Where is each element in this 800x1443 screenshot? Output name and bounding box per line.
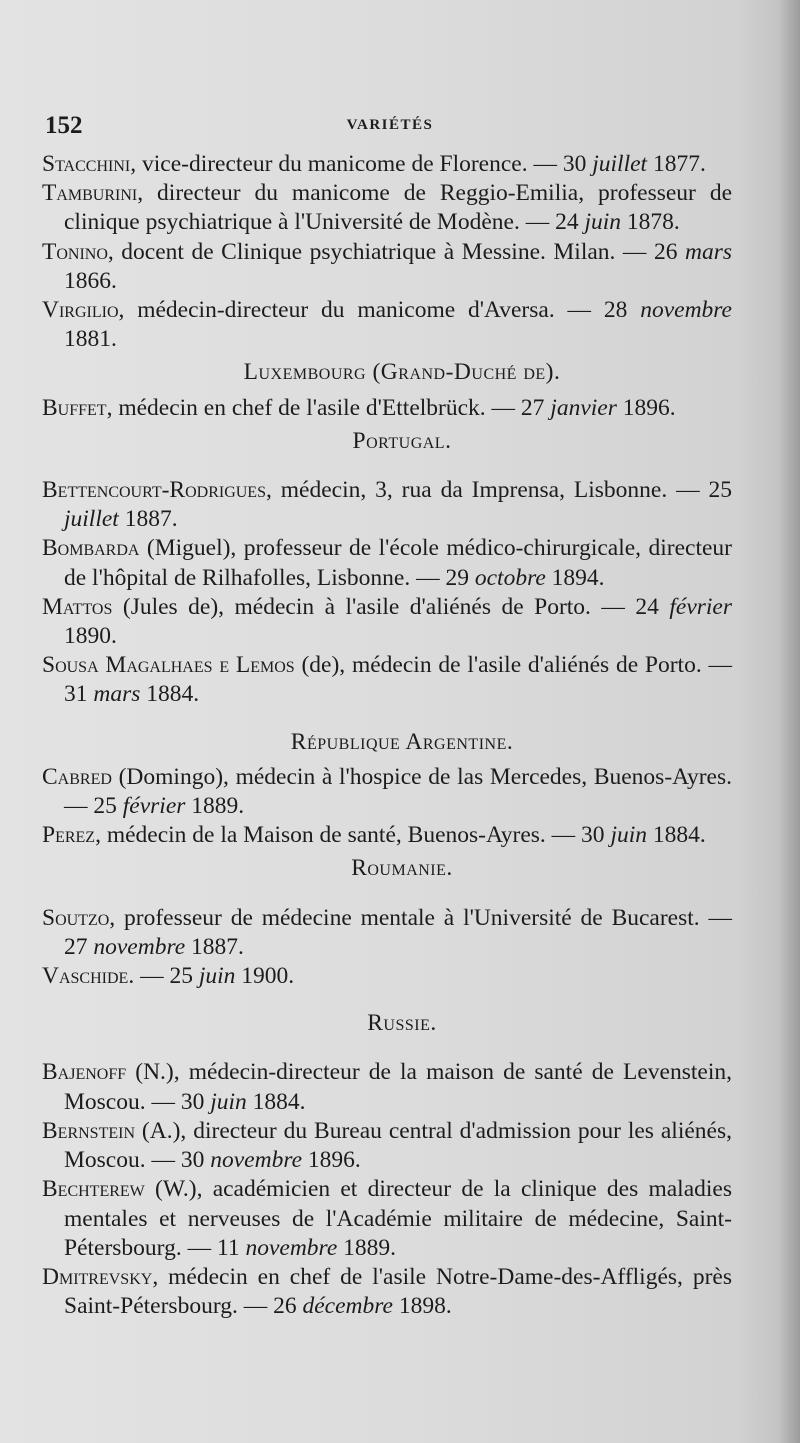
section-title-portugal: Portugal. (352, 427, 452, 454)
entry-month: novembre (93, 933, 186, 960)
spacer (42, 462, 732, 476)
spacer (42, 1044, 732, 1058)
entry-name: Bechterew (42, 1176, 145, 1203)
entry-text: , vice-directeur du manicome de Florence. — 30 (130, 151, 593, 177)
entry-name: Bernstein (42, 1117, 136, 1144)
entry-month: novembre (640, 297, 732, 324)
entry-year: 1884. (140, 681, 200, 708)
entry (42, 150, 732, 179)
entry-name: Tonino (42, 238, 108, 265)
entry-year: 1898. (392, 1293, 452, 1320)
entry-month: juillet (64, 506, 119, 533)
page-spine-shadow (778, 0, 800, 1443)
entry (42, 238, 732, 296)
entry (42, 296, 732, 354)
entry-month: janvier (550, 394, 617, 421)
entry-year: 1878. (621, 209, 680, 236)
entry-text: (Miguel), professeur de l'école médico-chirurgicale, directeur de l'hôpital de Rilhafolles, Lisbonne. — 29 (64, 535, 732, 591)
entry-month: juin (610, 822, 647, 849)
entry-year: 1900. (235, 963, 295, 990)
entry-year: 1877. (647, 151, 706, 177)
entry-text: . — 25 (128, 963, 199, 990)
entry-text: , médecin en chef de l'asile Notre-Dame-des-Affligés, près Saint-Pétersbourg. — 26 (64, 1263, 732, 1320)
entry-text: (Jules de), médecin à l'asile d'aliénés de Porto. — 24 (112, 593, 670, 620)
entry (42, 394, 732, 423)
entry-month: mars (93, 681, 141, 708)
entry-month: novembre (210, 1147, 303, 1174)
entry-text: (N.), médecin-directeur de la maison de santé de Levenstein, Moscou. — 30 (64, 1059, 732, 1115)
entry (42, 1117, 732, 1175)
entry-text: , professeur de médecine mentale à l'Université de Bucarest. — 27 (64, 904, 732, 960)
entry-year: 1866. (64, 267, 117, 294)
entry-year: 1881. (64, 326, 117, 353)
spacer (42, 991, 732, 1005)
entry-text: , médecin en chef de l'asile d'Ettelbrück. — 27 (106, 394, 551, 421)
entry (42, 1175, 732, 1263)
entry-name: Stacchini (42, 151, 131, 177)
entry-month: mars (684, 238, 732, 265)
entry-name: Tamburini (42, 180, 138, 207)
entry-name: Cabred (42, 763, 112, 790)
spacer (42, 710, 732, 724)
entry-year: 1884. (246, 1088, 306, 1115)
entry (42, 593, 732, 651)
entry-month: novembre (245, 1234, 338, 1261)
entry-month: juin (584, 209, 622, 236)
entry (42, 534, 732, 592)
entry-year: 1890. (64, 623, 117, 650)
entry (42, 821, 732, 850)
entry (42, 651, 732, 709)
page-number: 152 (45, 112, 83, 139)
entry-name: Buffet (42, 394, 107, 421)
entry (42, 904, 732, 962)
entry-month: juin (198, 963, 236, 990)
entry-month: octobre (474, 564, 546, 591)
entry-month: juin (210, 1088, 247, 1115)
entry-text: (A.), directeur du Bureau central d'admission pour les aliénés, Moscou. — 30 (64, 1117, 732, 1174)
entry-text: (de), médecin de l'asile d'aliénés de Porto. — 31 (64, 652, 732, 708)
entry-name: Mattos (42, 593, 113, 620)
entry (42, 962, 732, 991)
entry-name: Bettencourt-Rodrigues (42, 477, 266, 504)
entry-text: (Domingo), médecin à l'hospice de las Mercedes, Buenos-Ayres. — 25 (64, 763, 732, 820)
entry-text: , docent de Clinique psychiatrique à Messine. Milan. — 26 (107, 238, 685, 265)
entry-name: Perez (42, 822, 96, 849)
page-header (45, 112, 735, 146)
entry-name: Virgilio (42, 297, 119, 324)
section-title-roumanie: Roumanie. (351, 855, 453, 882)
entry-name: Bajenoff (42, 1059, 127, 1086)
entry (42, 179, 732, 237)
entry-year: 1887. (185, 933, 244, 960)
entry (42, 763, 732, 821)
entry-name: Dmitrevsky (42, 1263, 153, 1290)
entry-name: Vaschide (42, 963, 129, 990)
entry-text: , médecin, 3, rua da Imprensa, Lisbonne. — 25 (265, 477, 732, 504)
entry-month: juillet (592, 151, 648, 177)
entry-name: Soutzo (42, 904, 110, 931)
entry-year: 1884. (647, 822, 706, 849)
entry (42, 476, 732, 534)
entry-name: Bombarda (42, 535, 140, 562)
entry-text: , directeur du manicome de Reggio-Emilia, professeur de clinique psychiatrique à l'Université de Modène. — 24 (64, 180, 732, 236)
entry-text: (W.), académicien et directeur de la clinique des maladies mentales et nerveuses de l'Académie militaire de médecine, Saint-Pétersbourg. — 11 (64, 1176, 732, 1261)
entry-text: , médecin-directeur du manicome d'Aversa. — 28 (118, 297, 641, 324)
entry-month: février (669, 593, 732, 620)
entry-month: décembre (302, 1293, 393, 1320)
entry (42, 1263, 732, 1321)
entry-month: février (122, 793, 186, 820)
section-title-luxembourg: Luxembourg (Grand-Duché de). (243, 359, 561, 386)
running-title: VARIÉTÉS (346, 117, 434, 133)
entry-year: 1894. (545, 564, 605, 591)
spacer (42, 890, 732, 904)
entry-name: Sousa Magalhaes e Lemos (42, 652, 295, 679)
page-body (42, 150, 732, 1321)
section-title-argentine: République Argentine. (290, 728, 514, 755)
entry-year: 1896. (302, 1147, 361, 1174)
entry-year: 1887. (118, 506, 178, 533)
section-title-russie: Russie. (367, 1010, 437, 1037)
entry-year: 1889. (337, 1234, 397, 1261)
entry-text: , médecin de la Maison de santé, Buenos-Ayres. — 30 (95, 822, 611, 849)
entry-year: 1889. (185, 793, 245, 820)
entry-year: 1896. (616, 394, 676, 421)
entry (42, 1058, 732, 1116)
